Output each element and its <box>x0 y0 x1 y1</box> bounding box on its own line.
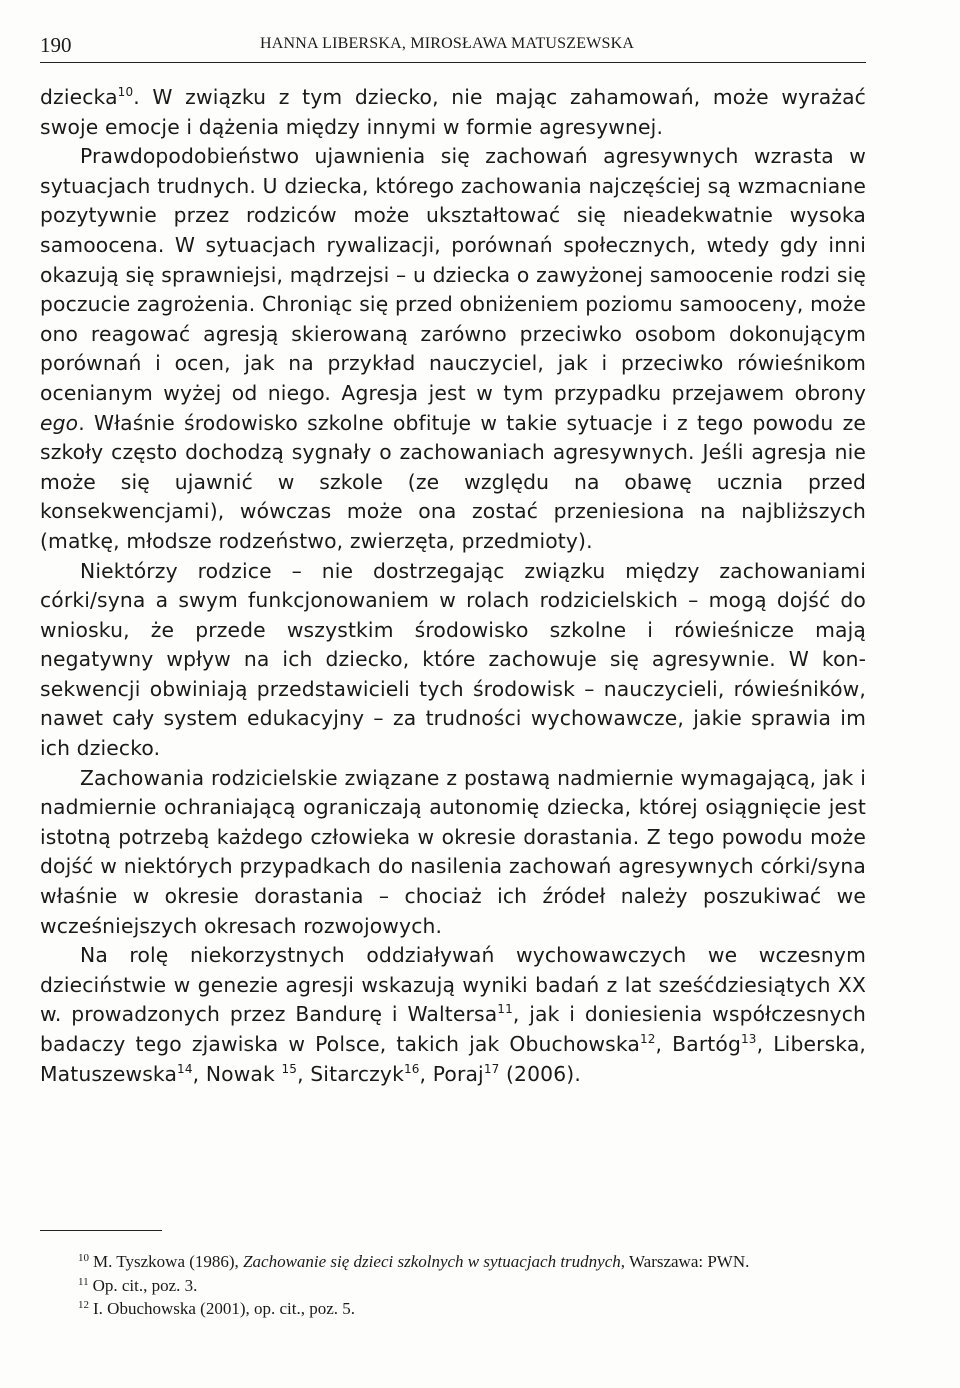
paragraph-1 <box>40 83 866 142</box>
running-head: HANNA LIBERSKA, MIROSŁAWA MATUSZEWSKA <box>260 35 635 52</box>
footnote-title: Zachowanie się dzieci szkolnych w sytuacjach trudnych <box>243 1252 621 1271</box>
footnote-ref-13: 13 <box>741 1032 757 1046</box>
paragraph-3: Niektórzy rodzice – nie dostrzegając związku między zachowaniami córki/syna a swym funkcjonowaniem w rolach rodzicielskich – mogą dojść do wniosku, że przede wszystkim środowisko szkolne i rówieśnicze mają negatywny wpływ na ich dziecko, które zachowuje się agresywnie. W konsekwencji obwiniają przedstawicieli tych środowisk – nauczycieli, rówieśników, nawet cały system edukacyjny – za trudności wychowawcze, jakie sprawia im ich dziecko. <box>40 558 866 761</box>
text-span: dziecka <box>40 85 118 109</box>
footnote-text: , Warszawa: PWN. <box>620 1252 750 1271</box>
text-span: , Liberska, Matuszewska <box>40 1032 867 1086</box>
footnote-text: M. Tyszkowa (1986), <box>93 1252 244 1271</box>
footnote-text: Op. cit., poz. 3. <box>92 1275 198 1295</box>
footnote-12 <box>40 1297 866 1321</box>
footnote-ref-15: 15 <box>281 1061 298 1076</box>
paragraph-4: Zachowania rodzicielskie związane z postawą nadmiernie wymagającą, jak i nadmiernie ochraniającą ograniczają autonomię dziecka, której osiągnięcie jest istotną potrzebą każdego człowieka w okresie dorastania. Z tego powodu może dojść w niektórych przypadkach do nasilenia zachowań agresywnych córki/syna właśnie w okresie dorastania – chociaż ich źródeł należy poszukiwać we wcześniejszych okresach rozwojowych. <box>40 765 866 938</box>
paragraph-2 <box>40 142 866 556</box>
text-span: . Właśnie środowisko szkolne obfituje w takie sytuacje i z tego powodu ze szkoły często dochodzą sygnały o zachowaniach agresywnych. Jeśli agresja nie może się ujawnić w szkole (ze względu na obawę ucznia przed konsekwencjami), wówczas może ona zostać przeniesiona na najbliższych (matkę, młodsze rodzeństwo, zwierzęta, przedmioty). <box>40 410 866 553</box>
footnote-ref-10: 10 <box>117 85 134 99</box>
footnote-ref-11: 11 <box>497 1002 513 1017</box>
text-span: , Sitarczyk <box>297 1061 404 1086</box>
footnote-ref-17: 17 <box>483 1061 500 1076</box>
text-span: , Nowak <box>192 1061 282 1086</box>
text-span: . W związku z tym dziecko, nie mając zahamowań, może wyrażać swoje emocje i dążenia między innymi w formie agresywnej. <box>40 85 866 139</box>
body-text <box>40 83 866 1089</box>
italic-ego: ego <box>40 410 79 435</box>
text-span: Na rolę niekorzystnych oddziaływań wychowawczych we wczesnym dzieciństwie w genezie agresji wskazują wyniki badań z lat sześćdziesiątych XX w. prowadzonych przez Bandurę i Waltersa <box>40 943 866 1027</box>
text-span: , Bartóg <box>655 1032 741 1056</box>
footnote-ref-16: 16 <box>403 1061 420 1076</box>
page-number: 190 <box>40 33 72 57</box>
footnotes <box>40 1250 866 1321</box>
text-span: , Poraj <box>419 1061 484 1086</box>
text-span: Prawdopodobieństwo ujawnienia się zachowań agresywnych wzrasta w sytuacjach trudnych. U dziecka, którego zachowania najczęściej są wzmacniane pozytywnie przez rodziców może ukształtować się nieadekwatnie wysoka samoocena. W sytuacjach rywalizacji, porównań społecznych, wtedy gdy inni okazują się sprawniejsi, mądrzejsi – u dziecka o zawyżonej samoocenie rodzi się poczucie zagrożenia. Chroniąc się przed obniżeniem poziomu samooceny, może ono reagować agresją skierowaną zarówno przeciwko osobom dokonującym porównań i ocen, jak na przykład nauczyciel, jak i przeciwko rówieśnikom ocenianym wyżej od niego. Agresja jest w tym przypadku przejawem obrony <box>40 144 866 405</box>
footnote-number: 12 <box>78 1299 89 1311</box>
footnote-10 <box>40 1250 866 1274</box>
footnote-number: 10 <box>78 1252 89 1264</box>
page-header <box>40 30 866 63</box>
footnote-text: I. Obuchowska (2001), op. cit., poz. 5. <box>93 1299 356 1318</box>
text-span: (2006). <box>499 1061 581 1086</box>
footnote-divider <box>40 1230 162 1231</box>
footnote-number: 11 <box>78 1275 89 1288</box>
paragraph-5 <box>40 941 866 1089</box>
footnote-ref-14: 14 <box>177 1061 193 1076</box>
footnote-ref-12: 12 <box>639 1032 656 1046</box>
footnote-11 <box>40 1274 866 1298</box>
text-span: , jak i doniesienia współczesnych badaczy tego zjawiska w Polsce, takich jak Obuchowska <box>40 1002 866 1056</box>
